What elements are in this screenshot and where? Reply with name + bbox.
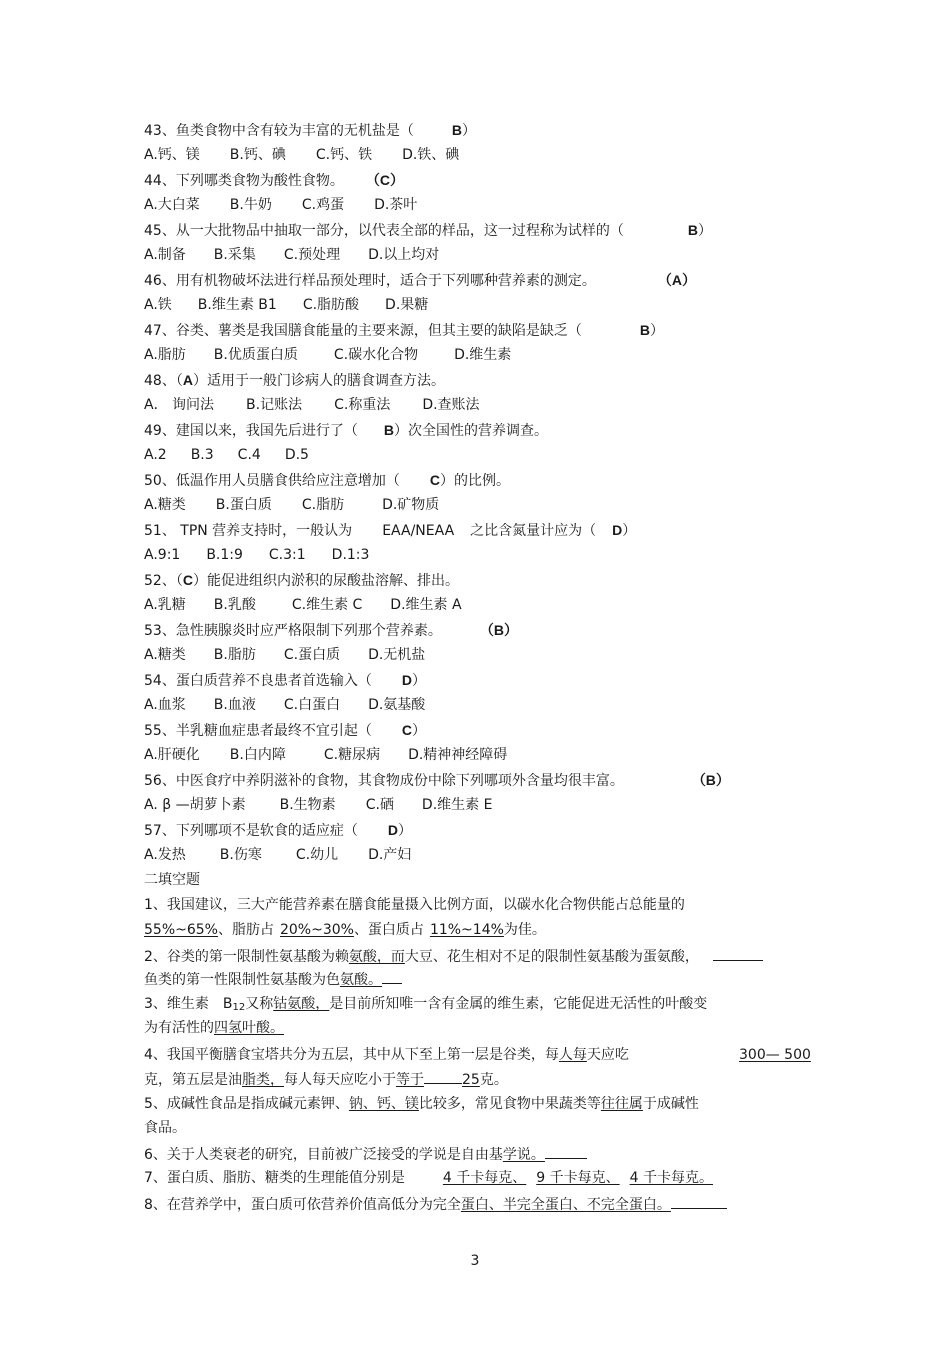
question-stem: 44、下列哪类食物为酸性食物。 [144,173,344,189]
option-b: B.伤寒 [219,847,262,863]
blank-line [545,1144,587,1159]
blank-line [671,1194,727,1209]
question-45 [144,221,712,239]
option-d: D.查账法 [422,397,480,413]
fill-text: 6、关于人类衰老的研究，目前被广泛接受的学说是自由基 [144,1147,503,1163]
fill-answer: 蛋白、 [460,1197,503,1213]
option-c: C.脂肪 [301,497,345,513]
question-stem: 49、建国以来，我国先后进行了（ [144,423,358,439]
paren: ） [622,523,637,539]
option-a: A.铁 [144,297,172,313]
option-d: D.茶叶 [374,197,418,213]
answer: B [639,322,650,338]
option-d: D.矿物质 [382,497,440,513]
question-48 [144,371,445,389]
fill-text: 为有活性的 [144,1020,214,1036]
question-57 [144,821,412,839]
option-a: A.血浆 [144,697,186,713]
fill-answer: 4 千卡每克。 [629,1170,713,1186]
answer: D [387,822,398,838]
question-stem: 43、鱼类食物中含有较为丰富的无机盐是（ [144,123,414,139]
fill-3-line2 [144,1019,284,1037]
question-stem: 55、半乳糖血症患者最终不宜引起（ [144,723,372,739]
option-b: B.钙、碘 [229,147,286,163]
fill-3-line1 [144,995,707,1013]
option-c: C.碳水化合物 [333,347,419,363]
vitamin-letter: B [222,996,233,1012]
fill-answer: 蛋白。 [628,1197,671,1213]
options-45 [144,246,439,264]
question-stem: 45、从一大批物品中抽取一部分，以代表全部的样品，这一过程称为试样的（ [144,223,624,239]
fill-text: 于成碱性 [642,1096,699,1112]
fill-text: 、脂肪占 [217,922,274,938]
fill-text: 为佳。 [503,922,546,938]
question-stem: 53、急性胰腺炎时应严格限制下列那个营养素。 [144,623,442,639]
question-52 [144,571,459,589]
fill-text: 半完 [502,1197,531,1213]
answer: C [401,722,412,738]
question-47 [144,321,664,339]
question-stem: 56、中医食疗中养阴滋补的食物，其食物成份中除下列哪项外含量均很丰富。 [144,773,624,789]
fill-4-amount [739,1046,811,1064]
question-55 [144,721,426,739]
option-b: B.优质蛋白质 [213,347,298,363]
option-d: D.果糖 [385,297,429,313]
option-c: C.硒 [365,797,394,813]
options-56 [144,796,492,814]
question-stem: 51、 TPN 营养支持时，一般认为 [144,523,353,539]
fill-answer: 全蛋白、 [530,1197,587,1213]
answer: D [401,672,412,688]
fill-text: 克，第五层是油 [144,1072,242,1088]
fill-text: 2、谷类的第一限制性氨基酸为赖 [144,949,349,965]
page-number: 3 [470,1253,480,1269]
fill-text: 是目前所知唯一含有金属的维生素，它能促进无活性的叶酸变 [329,996,708,1012]
paren: ）次全国性的营养调查。 [393,423,548,439]
options-55 [144,746,507,764]
fill-answer: 氨酸，而 [348,949,405,965]
question-stem-cont: 之比含氮量计应为（ [470,523,597,539]
fill-text: 、蛋白质占 [353,922,424,938]
question-stem: 47、谷类、薯类是我国膳食能量的主要来源，但其主要的缺陷是缺乏（ [144,323,582,339]
option-d: D.维生素 E [421,797,493,813]
answer: （B） [479,622,518,638]
fill-1-line1: 1、我国建议，三大产能营养素在膳食能量摄入比例方面，以碳水化合物供能占总能量的 [144,897,685,913]
fill-answer: 等于 [396,1072,424,1088]
answer: C [429,472,440,488]
paren: ）的比例。 [439,473,510,489]
fill-text: 8、在营养学中，蛋白质可依营养价值高低分为完全 [144,1197,461,1213]
fill-5-line2: 食品。 [144,1120,186,1136]
option-d: D.铁、碘 [402,147,460,163]
fill-answer: 氨酸。 [340,972,382,988]
option-b: B.血液 [213,697,256,713]
paren: ） [461,123,476,139]
fill-text: 大豆、花生相对不足的限制性氨基酸为蛋氨酸， [404,949,699,965]
question-stem: 54、蛋白质营养不良患者首选输入（ [144,673,372,689]
fill-answer: 20%~30% [279,922,354,938]
answer: B [383,422,394,438]
option-c: C.脂肪酸 [302,297,360,313]
options-51 [144,546,369,564]
question-stem: 50、低温作用人员膳食供给应注意增加（ [144,473,400,489]
option-d: D.维生素 A [390,597,462,613]
fill-4-line2 [144,1069,508,1087]
fill-text: 每人每天应吃小于 [284,1072,396,1088]
fill-text: 7、蛋白质、脂肪、糖类的生理能值分别是 [144,1170,405,1186]
option-a: A.2 [144,447,167,463]
option-c: C.白蛋白 [283,697,341,713]
option-b: B.3 [190,447,214,463]
question-49 [144,421,548,439]
fill-answer: 四氢叶酸。 [214,1020,284,1036]
question-number: 52、（ [144,573,183,589]
option-d: D.产妇 [368,847,412,863]
blank-line [382,969,402,984]
options-50 [144,496,439,514]
blank-line [713,946,763,961]
fill-text: 又称 [245,996,274,1012]
options-54 [144,696,425,714]
fill-text: 3、维生素 [144,996,209,1012]
option-c: C.蛋白质 [283,647,341,663]
option-a: A.肝硬化 [144,747,200,763]
fill-answer: 25 [462,1072,480,1088]
option-a: A.制备 [144,247,186,263]
vitamin-subscript: 12 [232,1002,246,1013]
fill-5-line1 [144,1095,699,1113]
option-a: A.9:1 [144,547,181,563]
question-43 [144,121,476,139]
option-c: C.幼儿 [295,847,339,863]
question-stem: 57、下列哪项不是软食的适应症（ [144,823,358,839]
fill-answer: 脂类， [242,1072,284,1088]
fill-text: 每 [544,1047,559,1063]
fill-answer: 9 千卡每克、 [536,1170,620,1186]
option-d: D.以上均对 [368,247,440,263]
fill-7 [144,1169,713,1187]
fill-answer: 钴氨酸， [273,996,330,1012]
fill-answer: 钠、钙、镁 [348,1096,419,1112]
answer: A [182,372,193,388]
fill-text: 5、成碱性食品是指成碱元素钾、 [144,1096,349,1112]
option-a: A.脂肪 [144,347,186,363]
option-a: A. β —胡萝卜素 [144,797,246,813]
option-b: B.记账法 [246,397,303,413]
answer: C [182,572,193,588]
question-46 [144,271,696,289]
fill-1-line2 [144,921,546,939]
answer: （B） [691,772,730,788]
option-b: B.脂肪 [213,647,256,663]
option-a: A.发热 [144,847,186,863]
option-c: C.钙、铁 [315,147,373,163]
option-a: A.钙、镁 [144,147,200,163]
paren: ） [411,673,426,689]
option-a: A.乳糖 [144,597,186,613]
fill-answer: 人每 [558,1047,587,1063]
question-50 [144,471,510,489]
options-47 [144,346,511,364]
fill-text: 鱼类的第一性限制性氨基酸为色 [144,972,340,988]
option-b: B.牛奶 [229,197,272,213]
option-c: C.3:1 [268,547,306,563]
fill-answer: 300— 500 [739,1047,811,1063]
fill-8 [144,1194,727,1212]
question-51 [144,521,636,539]
option-a: A.糖类 [144,647,186,663]
fill-text: 比较多，常见食物中果蔬类等 [418,1096,601,1112]
fill-4-line1 [144,1046,629,1064]
question-53 [144,621,518,639]
option-d: D.1:3 [331,547,370,563]
fill-answer: 11%~14% [429,922,504,938]
option-a: A． 询问法 [144,397,215,413]
section-title: 二填空题 [144,872,200,888]
option-c: C.鸡蛋 [301,197,345,213]
option-b: B.蛋白质 [215,497,272,513]
answer: D [612,522,623,538]
option-c: C.维生素 C [291,597,363,613]
options-57 [144,846,411,864]
question-stem: 46、用有机物破坏法进行样品预处理时，适合于下列哪种营养素的测定。 [144,273,596,289]
question-56 [144,771,730,789]
fill-answer: 4 千卡每克、 [442,1170,527,1186]
fill-answer: 往往属 [600,1096,643,1112]
question-44 [144,171,404,189]
options-44 [144,196,417,214]
options-43 [144,146,459,164]
option-b: B.维生素 B1 [197,297,277,313]
fill-text: 克。 [479,1072,508,1088]
option-d: D.5 [284,447,309,463]
option-c: C.预处理 [283,247,341,263]
fill-text: 不完全 [586,1197,629,1213]
answer: （C） [365,172,404,188]
option-b: B.乳酸 [213,597,256,613]
answer: B [687,222,698,238]
option-a: A.糖类 [144,497,186,513]
ratio-term: EAA/NEAA [382,523,455,539]
question-stem: ）能促进组织内淤积的尿酸盐溶解、排出。 [192,573,459,589]
options-46 [144,296,428,314]
paren: ） [397,823,412,839]
fill-text: 4、我国平衡膳食宝塔共分为五层，其中从下至上第一层是谷类， [144,1047,545,1063]
fill-6 [144,1144,587,1162]
options-53 [144,646,425,664]
fill-answer: 55%~65% [144,922,218,938]
options-49 [144,446,309,464]
answer: （A） [657,272,696,288]
options-48 [144,396,480,414]
fill-text: 天应吃 [586,1047,629,1063]
blank-line [424,1069,462,1084]
option-c: C.称重法 [334,397,391,413]
paren: ） [649,323,664,339]
paren: ） [411,723,426,739]
option-b: B.生物素 [279,797,336,813]
answer: B [451,122,462,138]
fill-2-line1 [144,946,763,964]
question-number: 48、（ [144,373,183,389]
option-b: B.采集 [213,247,256,263]
option-d: D.氨基酸 [368,697,426,713]
option-d: D.精神神经障碍 [408,747,508,763]
option-c: C.4 [237,447,261,463]
options-52 [144,596,462,614]
fill-2-line2 [144,969,402,987]
option-d: D.无机盐 [368,647,426,663]
question-stem: ）适用于一般门诊病人的膳食调查方法。 [192,373,445,389]
option-b: B.白内障 [229,747,286,763]
fill-answer: 学说。 [502,1147,545,1163]
question-54 [144,671,426,689]
paren: ） [697,223,712,239]
option-a: A.大白菜 [144,197,200,213]
option-c: C.糖尿病 [323,747,381,763]
option-b: B.1:9 [206,547,243,563]
option-d: D.维生素 [454,347,512,363]
